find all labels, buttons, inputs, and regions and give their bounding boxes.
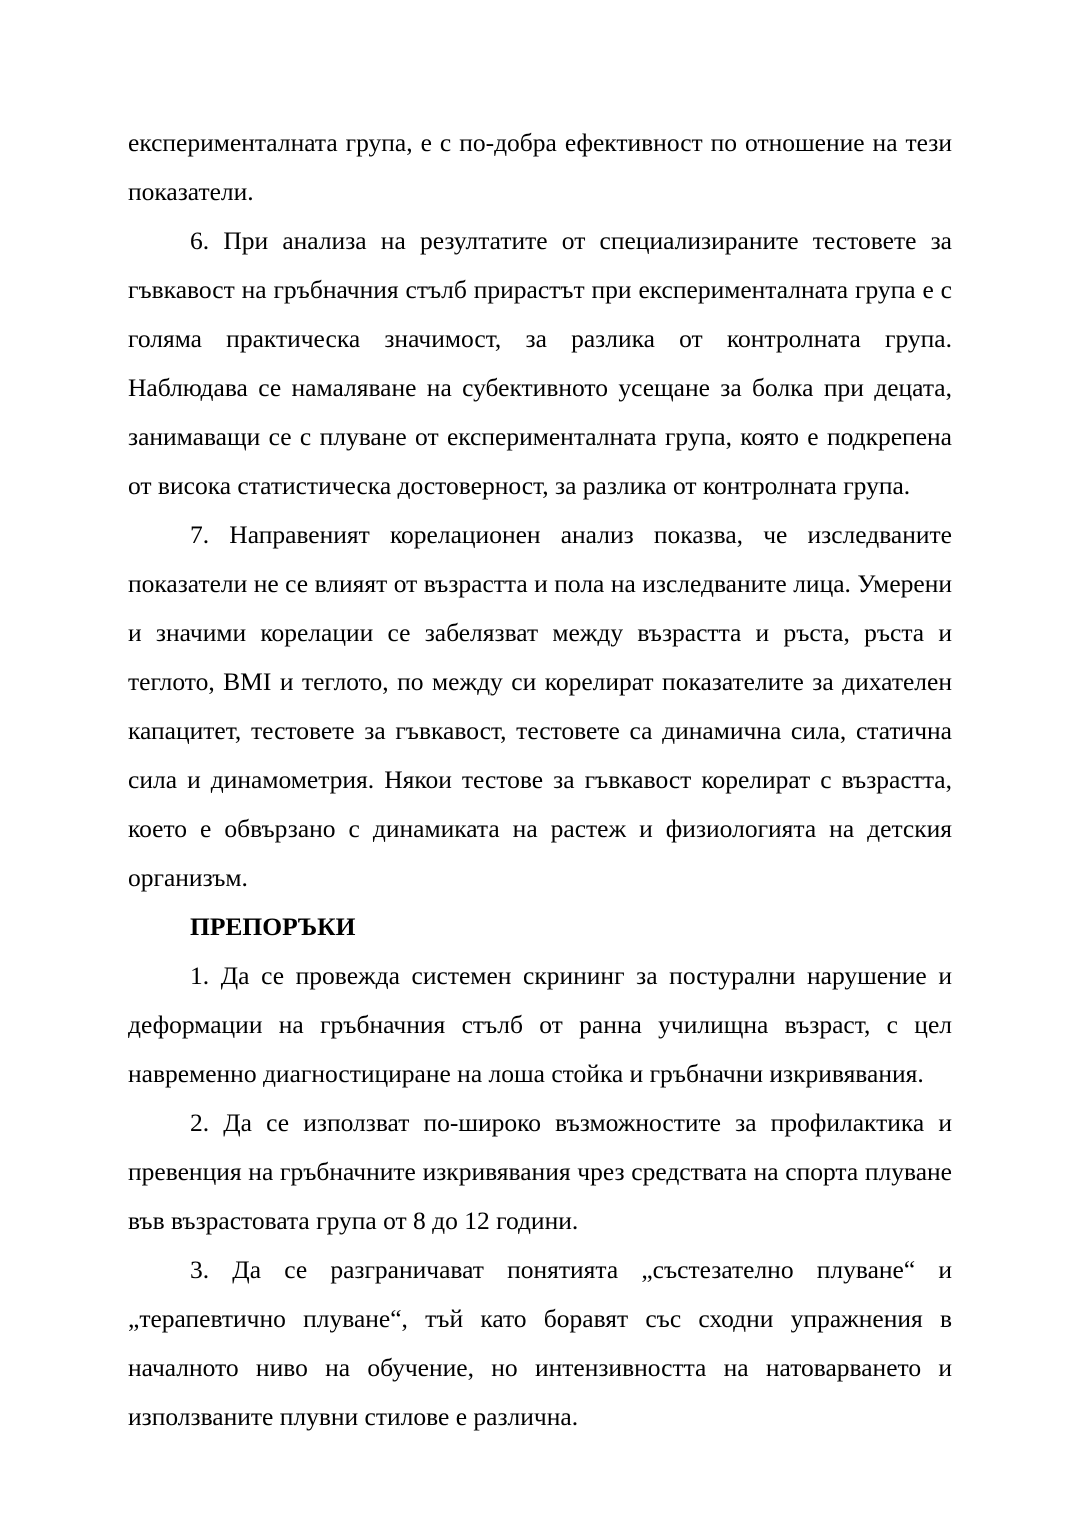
paragraph-continuation: експерименталната група, е с по-добра ефективност по отношение на тези показатели. (128, 128, 952, 206)
paragraph-conclusion-7: 7. Направеният корелационен анализ показва, че изследваните показатели не се влияят от възрастта и пола на изследваните лица. Умерени и значими корелации се забелязват между възрастта и ръста, ръста и теглото, BMI и теглото, по между си корелират показателите за дихателен капацитет, тестовете за гъвкавост, тестовете са динамична сила, статична сила и динамометрия. Някои тестове за гъвкавост корелират с възрастта, което е обвързано с динамиката на растеж и физиологията на детския организъм. (128, 520, 952, 892)
paragraph-conclusion-6: 6. При анализа на резултатите от специализираните тестовете за гъвкавост на гръбначния стълб прирастът при експерименталната група е с голяма практическа значимост, за разлика от контролната група. Наблюдава се намаляване на субективното усещане за болка при децата, занимаващи се с плуване от експерименталната група, която е подкрепена от висока статистическа достоверност, за разлика от контролната група. (128, 226, 952, 500)
paragraph-recommendation-3: 3. Да се разграничават понятията „състезателно плуване“ и „терапевтично плуване“, тъй като боравят със сходни упражнения в началното ниво на обучение, но интензивността на натоварването и използваните плувни стилове е различна. (128, 1255, 952, 1431)
paragraph-recommendation-1: 1. Да се провежда системен скрининг за постурални нарушение и деформации на гръбначния стълб от ранна училищна възраст, с цел навременно диагностициране на лоша стойка и гръбначни изкривявания. (128, 961, 952, 1088)
document-body (128, 118, 952, 1441)
paragraph-recommendation-2: 2. Да се използват по-широко възможностите за профилактика и превенция на гръбначните изкривявания чрез средствата на спорта плуване във възрастовата група от 8 до 12 години. (128, 1108, 952, 1235)
section-heading-recommendations: ПРЕПОРЪКИ (190, 912, 356, 941)
